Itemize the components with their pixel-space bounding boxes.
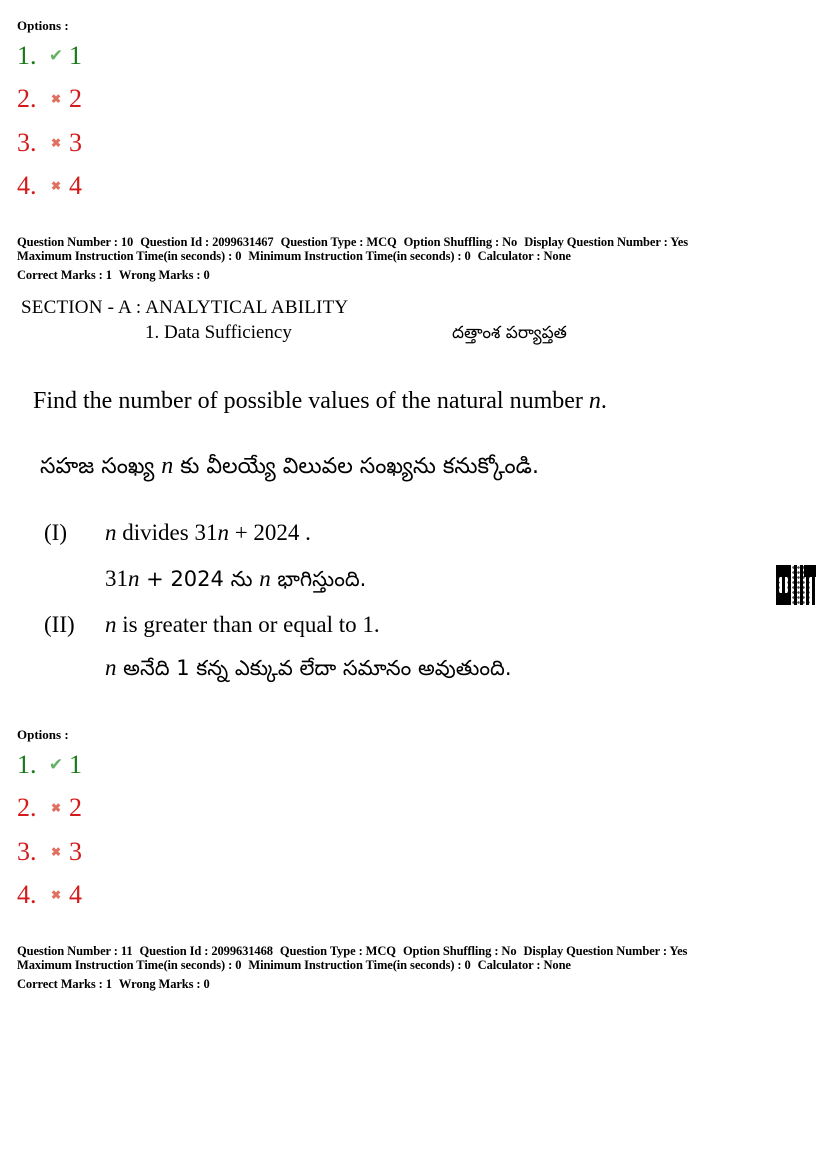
option-value: 1 <box>69 41 82 70</box>
option-4 <box>17 880 82 910</box>
question-meta-line2 <box>17 249 578 263</box>
question-id: Question Id : 2099631467 <box>140 235 274 249</box>
calculator: Calculator : None <box>477 249 571 263</box>
subsection-title-te: దత్తాంశ పర్యాప్తత <box>452 323 567 343</box>
question-id: Question Id : 2099631468 <box>139 944 273 958</box>
statement-1-te: 31n + 2024 ను n భాగిస్తుంది. <box>105 566 367 591</box>
option-2 <box>17 84 82 114</box>
question-type: Question Type : MCQ <box>280 235 397 249</box>
option-value: 4 <box>69 880 82 909</box>
min-instruction-time: Minimum Instruction Time(in seconds) : 0 <box>248 958 471 972</box>
option-3 <box>17 837 82 867</box>
question-number: Question Number : 10 <box>17 235 134 249</box>
question-text-te: సహజ సంఖ్య n కు వీలయ్యే విలువల సంఖ్యను కనుక్కోండి. <box>40 453 539 479</box>
display-question-number: Display Question Number : Yes <box>523 944 688 958</box>
question-meta-line1 <box>17 235 695 249</box>
statement-2-te: n అనేది 1 కన్న ఎక్కువ లేదా సమానం అవుతుంది. <box>105 655 512 680</box>
option-2 <box>17 793 82 823</box>
option-number: 1. <box>17 750 37 779</box>
option-value: 2 <box>69 793 82 822</box>
question-text-en: Find the number of possible values of the natural number n. <box>33 388 607 414</box>
statement-1-label: (I) <box>44 520 67 545</box>
option-3 <box>17 128 82 158</box>
display-question-number: Display Question Number : Yes <box>524 235 688 249</box>
option-number: 3. <box>17 837 37 866</box>
cross-icon: ✖ <box>50 888 62 902</box>
subsection-title-en: 1. Data Sufficiency <box>145 322 292 343</box>
correct-marks: Correct Marks : 1 <box>17 268 112 282</box>
calculator: Calculator : None <box>477 958 571 972</box>
option-shuffling: Option Shuffling : No <box>403 235 518 249</box>
option-number: 3. <box>17 128 37 157</box>
question-meta-line1 <box>17 944 694 958</box>
option-value: 1 <box>69 750 82 779</box>
option-number: 1. <box>17 41 37 70</box>
check-icon: ✔ <box>48 755 64 774</box>
cross-icon: ✖ <box>50 801 62 815</box>
question-meta-line3 <box>17 268 217 282</box>
option-1 <box>17 41 82 71</box>
statement-1-en: n divides 31n + 2024 . <box>105 520 311 545</box>
statement-2-label: (II) <box>44 612 75 637</box>
option-value: 2 <box>69 84 82 113</box>
option-value: 3 <box>69 837 82 866</box>
max-instruction-time: Maximum Instruction Time(in seconds) : 0 <box>17 249 242 263</box>
question-type: Question Type : MCQ <box>279 944 396 958</box>
wrong-marks: Wrong Marks : 0 <box>118 268 210 282</box>
option-value: 4 <box>69 171 82 200</box>
option-value: 3 <box>69 128 82 157</box>
section-title: SECTION - A : ANALYTICAL ABILITY <box>21 297 349 318</box>
cross-icon: ✖ <box>50 92 62 106</box>
option-4 <box>17 171 82 201</box>
question-meta-line3 <box>17 977 217 991</box>
options-label: Options : <box>17 18 69 33</box>
question-meta-line2 <box>17 958 578 972</box>
cross-icon: ✖ <box>50 136 62 150</box>
option-number: 2. <box>17 84 37 113</box>
option-number: 4. <box>17 171 37 200</box>
correct-marks: Correct Marks : 1 <box>17 977 112 991</box>
option-number: 2. <box>17 793 37 822</box>
wrong-marks: Wrong Marks : 0 <box>118 977 210 991</box>
qr-code-image <box>776 565 816 605</box>
cross-icon: ✖ <box>50 179 62 193</box>
check-icon: ✔ <box>48 46 64 65</box>
option-shuffling: Option Shuffling : No <box>402 944 517 958</box>
option-1 <box>17 750 82 780</box>
options-label: Options : <box>17 727 69 742</box>
cross-icon: ✖ <box>50 845 62 859</box>
max-instruction-time: Maximum Instruction Time(in seconds) : 0 <box>17 958 242 972</box>
statement-2-en: n is greater than or equal to 1. <box>105 612 380 637</box>
option-number: 4. <box>17 880 37 909</box>
question-number: Question Number : 11 <box>17 944 133 958</box>
min-instruction-time: Minimum Instruction Time(in seconds) : 0 <box>248 249 471 263</box>
